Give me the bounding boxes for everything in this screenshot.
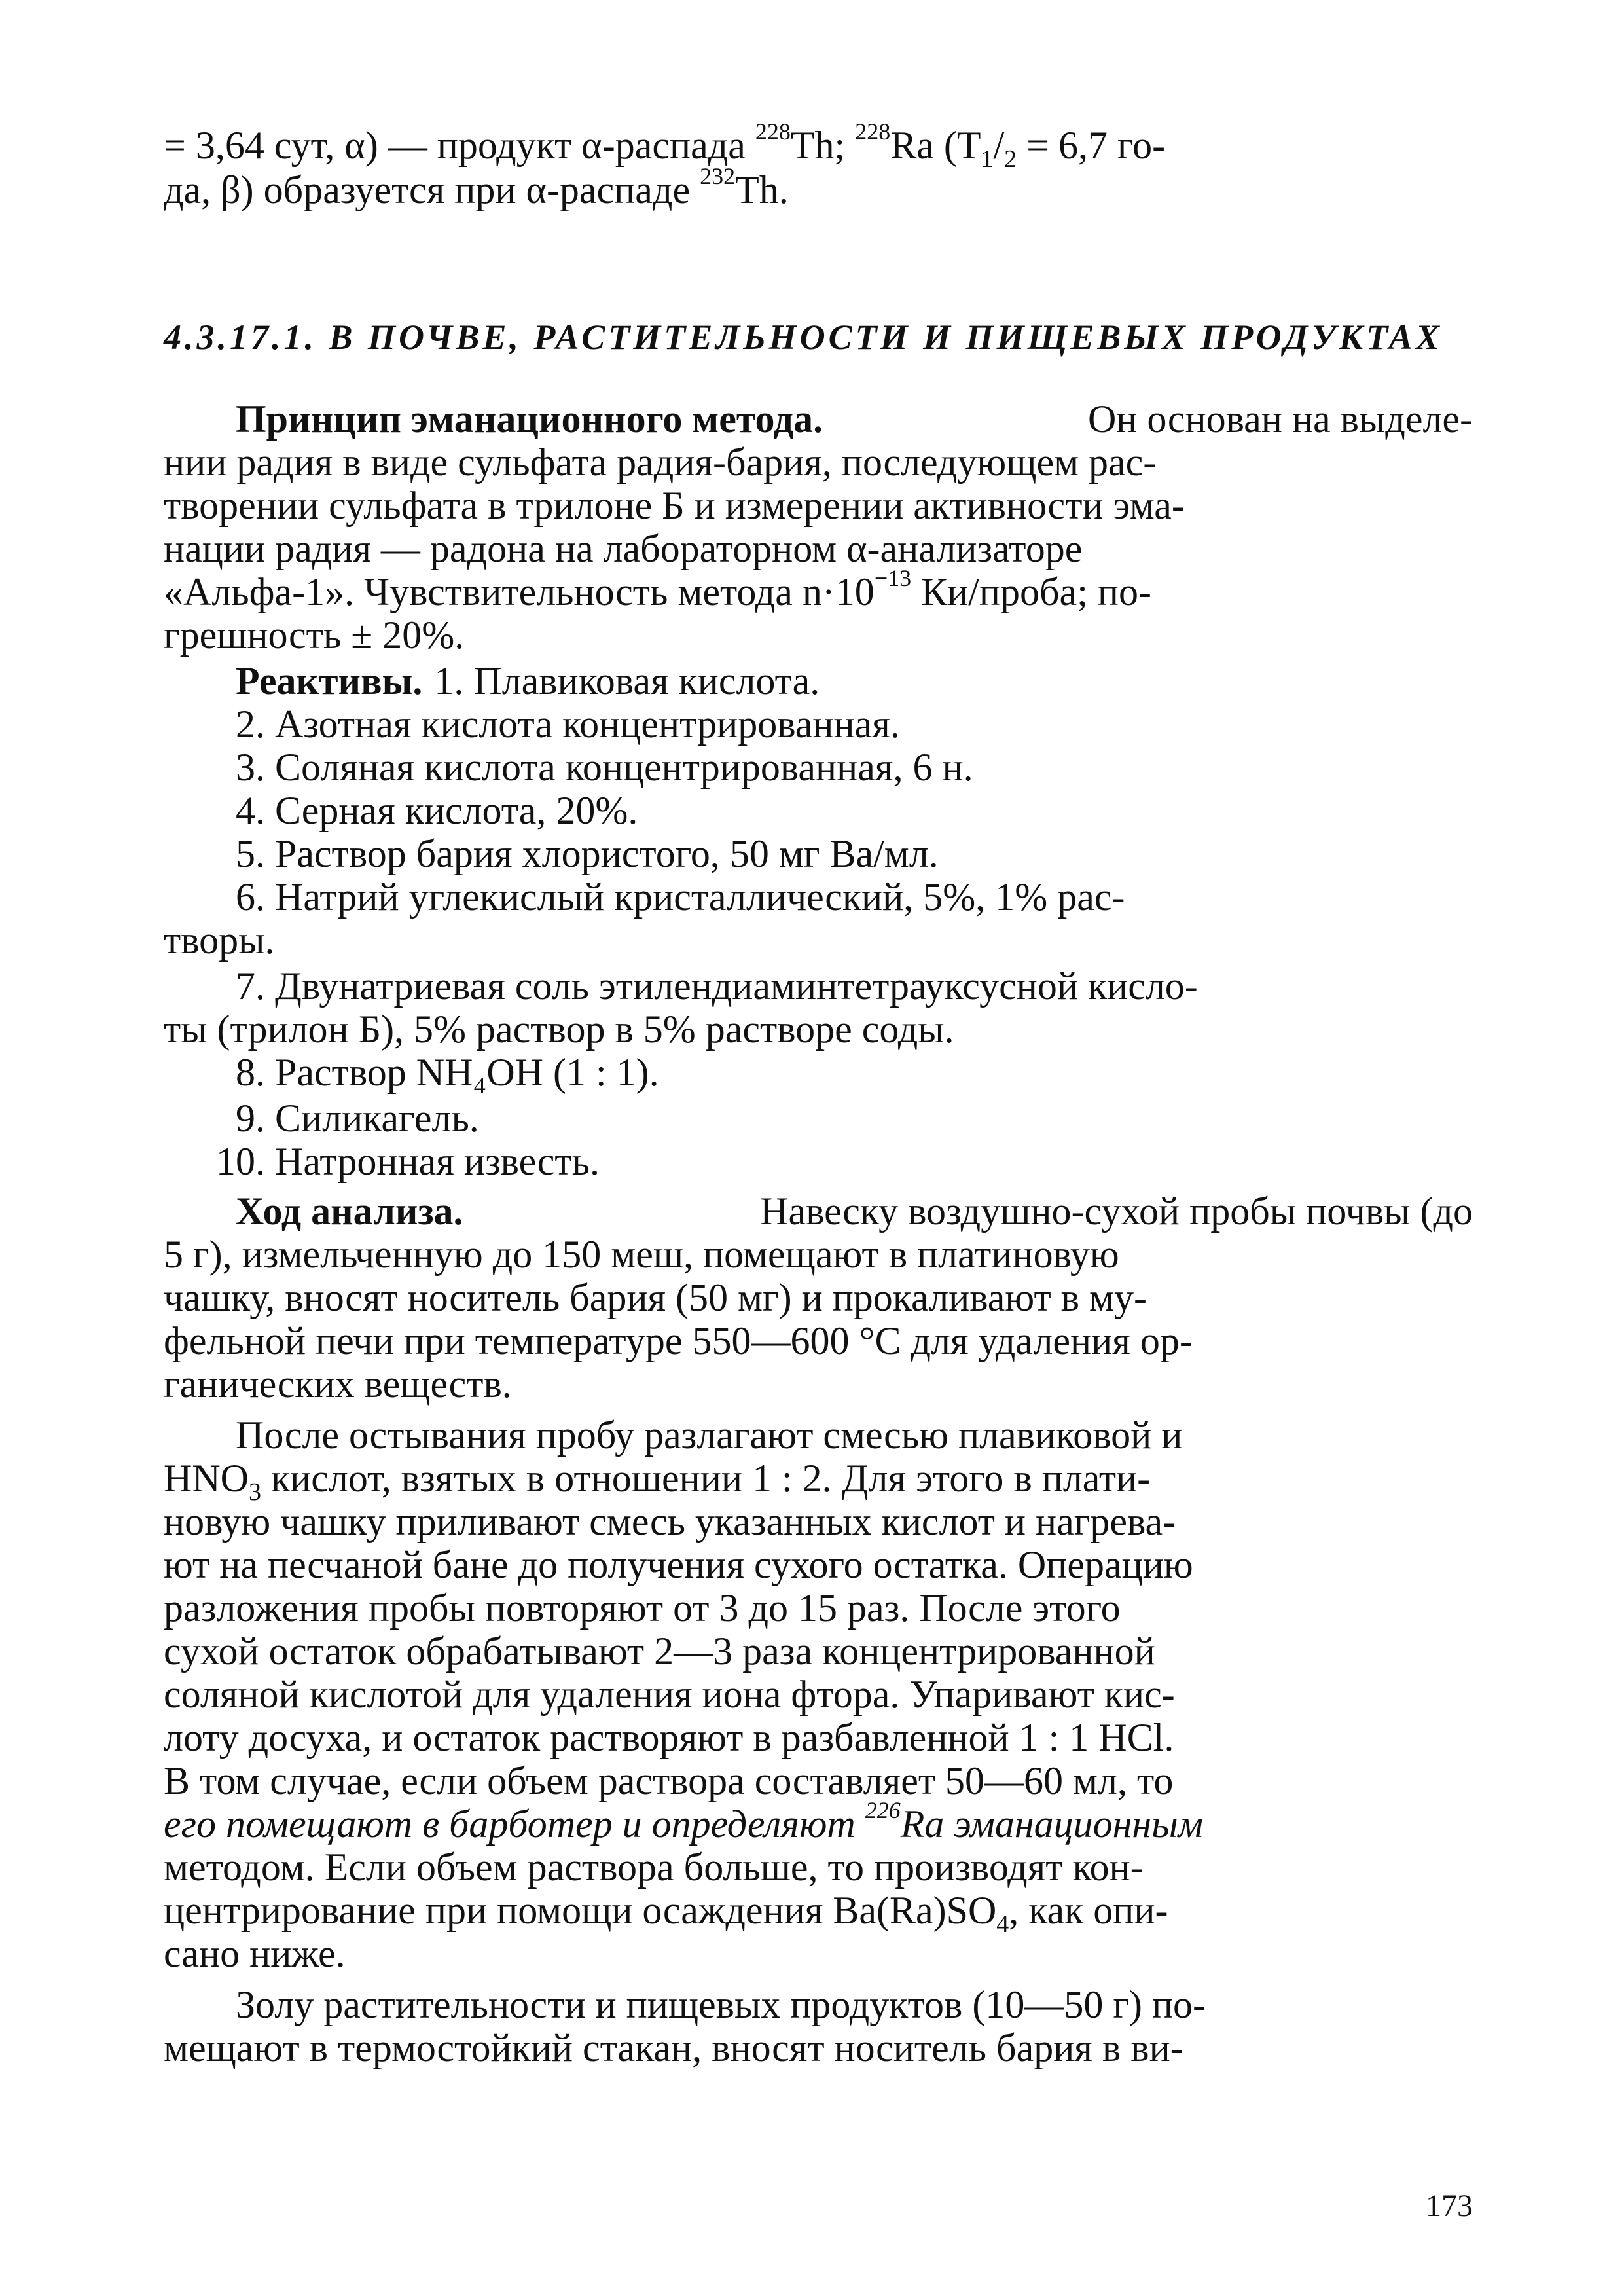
text-line: нации радия — радона на лабораторном α-анализаторе <box>164 527 1083 570</box>
text-line: Золу растительности и пищевых продуктов (10—50 г) по- <box>236 1983 1206 2026</box>
list-item: 7. Двунатриевая соль этилендиаминтетрауксусной кисло- <box>236 964 1198 1008</box>
text-line: ганических веществ. <box>164 1362 512 1406</box>
text-line: центрирование при помощи осаждения $Ba(Ra)SO_4$, как опи- <box>164 1889 1168 1938</box>
text-line: сухой остаток обрабатывают 2—3 раза концентрированной <box>164 1630 1155 1673</box>
text-line: разложения пробы повторяют от 3 до 15 раз. После этого <box>164 1586 1121 1630</box>
list-item: 1. Плавиковая кислота. <box>434 659 820 702</box>
list-item: 6. Натрий углекислый кристаллический, 5%, 1% рас- <box>236 875 1125 919</box>
text-line: грешность ± 20%. <box>164 613 465 657</box>
text-line: фельной печи при температуре 550—600 °С для удаления ор- <box>164 1319 1193 1362</box>
text-line: нии радия в виде сульфата радия-бария, последующем рас- <box>164 441 1157 484</box>
text-line: В том случае, если объем раствора составляет 50—60 мл, то <box>164 1759 1174 1802</box>
text-line: чашку, вносят носитель бария (50 мг) и прокаливают в му- <box>164 1276 1147 1319</box>
page-number: 173 <box>1426 2189 1473 2223</box>
text-line: «Альфа-1». Чувствительность метода $n\cdot 10^{-13}$ Ки/проба; по- <box>164 565 1151 613</box>
text-segment: = 3,64 сут, α) — продукт α-распада $^{228}$Th; $^{228}$Ra ($T_1/_2 = 6,7$ го- <box>164 118 1166 173</box>
text-line: После остывания пробу разлагают смесью плавиковой и <box>236 1413 1183 1457</box>
list-item: 8. Раствор NH₄OH (1 : 1). <box>236 1051 659 1094</box>
text-line: мещают в термостойкий стакан, вносят носитель бария в ви- <box>164 2026 1183 2069</box>
book-page <box>164 118 1473 2239</box>
text-line: новую чашку приливают смесь указанных кислот и нагрева- <box>164 1500 1176 1543</box>
text-line: соляной кислотой для удаления иона фтора. Упаривают кис- <box>164 1673 1175 1716</box>
text-line <box>164 118 1473 173</box>
list-item: 3. Соляная кислота концентрированная, 6 н. <box>236 746 973 789</box>
text-line: ют на песчаной бане до получения сухого остатка. Операцию <box>164 1543 1193 1586</box>
text-line: его помещают в барботер и определяют $^{226}$Ra эманационным <box>164 1797 1204 1846</box>
paragraph-label: Реактивы. <box>236 659 423 702</box>
paragraph-label: Принцип эманационного метода. <box>236 397 823 441</box>
text-line <box>164 163 1473 211</box>
list-item: 4. Серная кислота, 20%. <box>236 789 638 832</box>
text-line <box>164 660 1473 702</box>
list-item: творы. <box>164 919 275 962</box>
text-line: $HNO_3$ кислот, взятых в отношении 1 : 2. Для этого в плати- <box>164 1457 1151 1506</box>
text-line: методом. Если объем раствора больше, то производят кон- <box>164 1846 1144 1889</box>
list-item: ты (трилон Б), 5% раствор в 5% растворе соды. <box>164 1008 954 1051</box>
text-line: Ход анализа. Навеску воздушно-сухой пробы почвы (до <box>236 1190 1473 1233</box>
list-item: 9. Силикагель. <box>236 1097 479 1140</box>
section-heading: 4.3.17.1. В ПОЧВЕ, РАСТИТЕЛЬНОСТИ И ПИЩЕВЫХ ПРОДУКТАХ <box>164 318 1443 357</box>
paragraph-label: Ход анализа. <box>236 1190 463 1233</box>
list-item: 2. Азотная кислота концентрированная. <box>236 702 900 746</box>
list-item: 10. Натронная известь. <box>216 1140 600 1183</box>
text-line: лоту досуха, и остаток растворяют в разбавленной 1 : 1 HCl. <box>164 1716 1174 1759</box>
list-item: 5. Раствор бария хлористого, 50 мг Ba/мл. <box>236 832 939 875</box>
text-segment: да, β) образуется при α-распаде $^{232}$Th. <box>164 163 789 211</box>
text-line: творении сульфата в трилоне Б и измерении активности эма- <box>164 484 1185 527</box>
text-line <box>164 398 1473 440</box>
text-line: сано ниже. <box>164 1932 346 1975</box>
text-line: 5 г), измельченную до 150 меш, помещают в платиновую <box>164 1233 1119 1276</box>
text-segment: Он основан на выделе- <box>1087 397 1473 441</box>
